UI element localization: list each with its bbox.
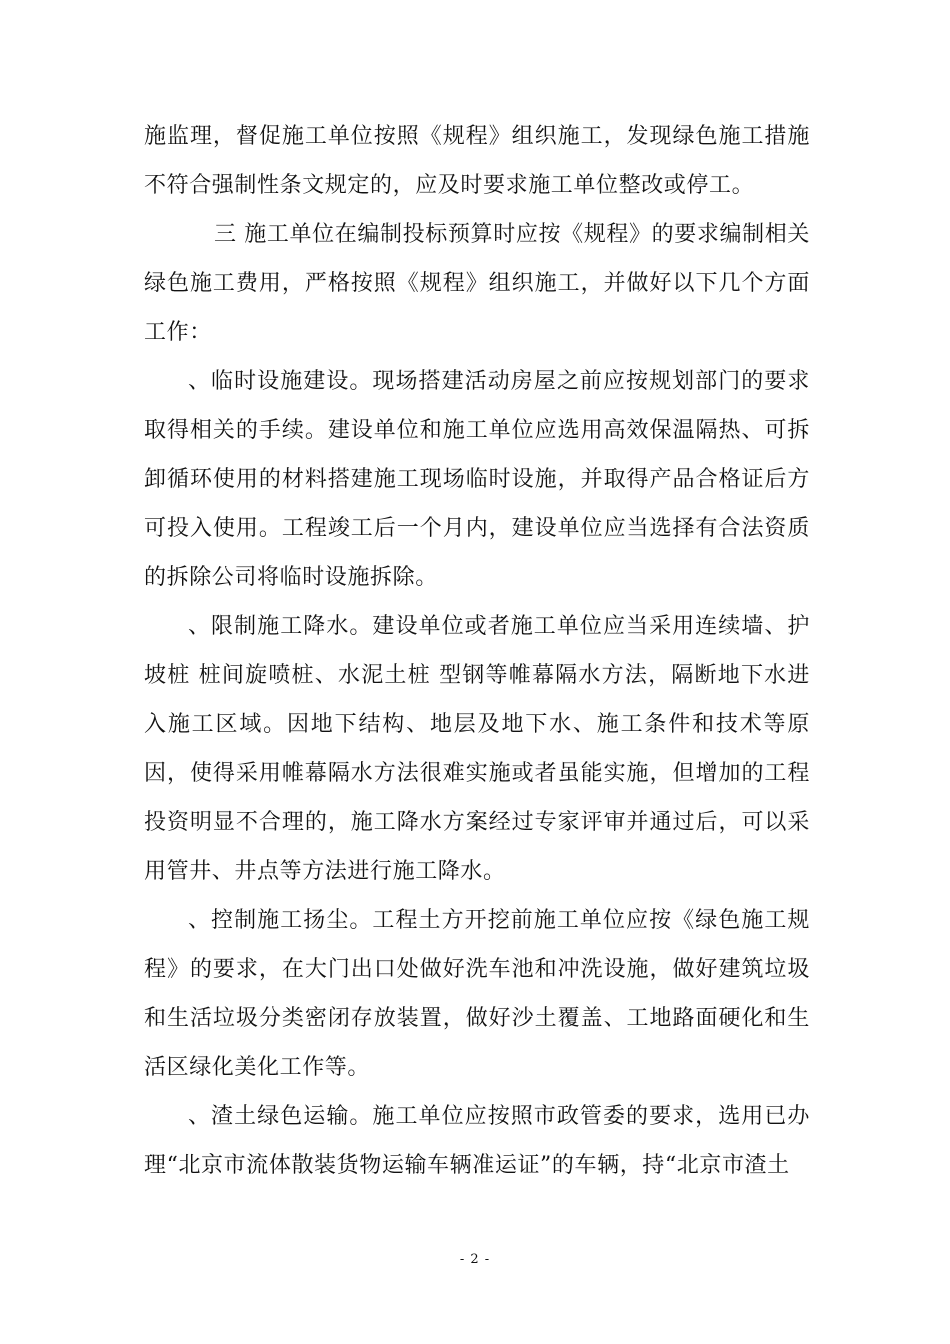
paragraph-muck-transport: 、渣土绿色运输。施工单位应按照市政管委的要求，选用已办理“北京市流体散装货物运输车辆准运证”的车辆，持“北京市渣土 bbox=[144, 1104, 810, 1178]
paragraph-dust-control: 、控制施工扬尘。工程土方开挖前施工单位应按《绿色施工规程》的要求，在大门出口处做好洗车池和冲洗设施，做好建筑垃圾和生活垃圾分类密闭存放装置，做好沙土覆盖、工地路面硬化和生活区绿化美化工作等。 bbox=[144, 908, 810, 1080]
paragraph-dewatering: 、限制施工降水。建设单位或者施工单位应当采用连续墙、护坡桩 桩间旋喷桩、水泥土桩 型钢等帷幕隔水方法，隔断地下水进入施工区域。因地下结构、地层及地下水、施工条件和技术等原因，使得采用帷幕隔水方法很难实施或者虽能实施，但增加的工程投资明显不合理的，施工降水方案经过专家评审并通过后，可以采用管井、井点等方法进行施工降水。 bbox=[144, 614, 810, 884]
paragraph-section-three: 三 施工单位在编制投标预算时应按《规程》的要求编制相关绿色施工费用，严格按照《规程》组织施工，并做好以下几个方面工作： bbox=[144, 222, 810, 345]
paragraph-temporary-facilities: 、临时设施建设。现场搭建活动房屋之前应按规划部门的要求取得相关的手续。建设单位和施工单位应选用高效保温隔热、可拆卸循环使用的材料搭建施工现场临时设施，并取得产品合格证后方可投入使用。工程竣工后一个月内，建设单位应当选择有合法资质的拆除公司将临时设施拆除。 bbox=[144, 369, 810, 590]
paragraph-supervision: 施监理，督促施工单位按照《规程》组织施工，发现绿色施工措施不符合强制性条文规定的，应及时要求施工单位整改或停工。 bbox=[144, 124, 810, 198]
document-body bbox=[144, 112, 810, 1190]
page-number: - 2 - bbox=[459, 1252, 491, 1267]
